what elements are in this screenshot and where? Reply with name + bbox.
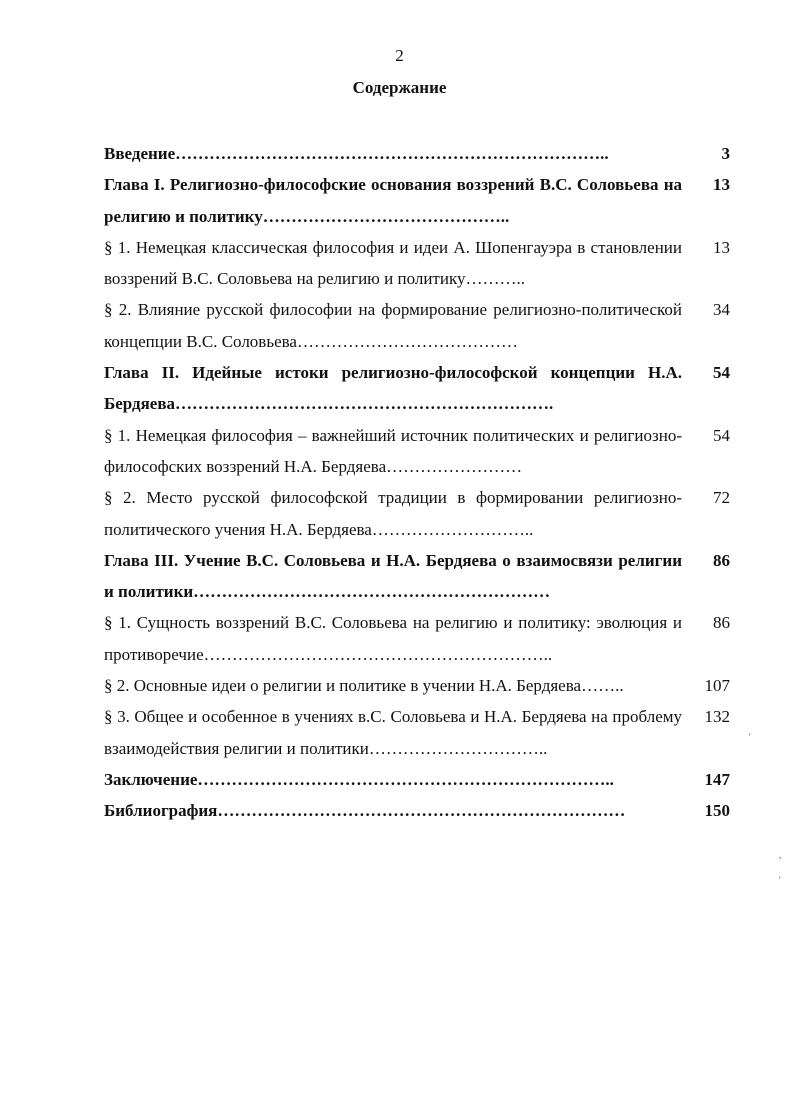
table-of-contents: [104, 138, 730, 827]
toc-entry-page: 107: [704, 676, 730, 696]
toc-entry-title: Библиография………………………………………………………………: [104, 801, 626, 821]
toc-entry-title: Заключение………………………………………………………………..: [104, 769, 614, 789]
toc-entry-page: 34: [713, 300, 730, 320]
toc-entry-page: 147: [704, 769, 730, 789]
toc-entry-page: 54: [713, 425, 730, 445]
scan-mark: ': [779, 875, 781, 885]
toc-entry-chapter-3: [104, 545, 730, 608]
toc-entry-page: 86: [713, 613, 730, 633]
toc-entry-page: 3: [721, 144, 730, 163]
toc-entry-page: 13: [713, 175, 730, 195]
toc-entry-page: 150: [704, 801, 730, 821]
toc-entry-chapter-3-section-2: [104, 670, 730, 701]
toc-entry-page: 13: [713, 237, 730, 257]
toc-entry-chapter-2-section-1: [104, 420, 730, 483]
toc-entry-chapter-1-section-2: [104, 294, 730, 357]
toc-entry-title: § 2. Влияние русской философии на формирование религиозно-политической концепции В.С. Соловьева…………………………………: [104, 300, 682, 351]
toc-entry-chapter-1-section-1: [104, 232, 730, 295]
toc-entry-title: Глава II. Идейные истоки религиозно-философской концепции Н.А. Бердяева………………………………………………………….: [104, 363, 682, 414]
toc-entry-chapter-2-section-2: [104, 482, 730, 545]
toc-entry-title: § 2. Место русской философской традиции в формировании религиозно-политического учения Н.А. Бердяева………………………..: [104, 488, 682, 539]
scan-mark: ': [749, 732, 751, 742]
toc-entry-page: 72: [713, 488, 730, 508]
toc-entry-title: § 1. Немецкая классическая философия и идеи А. Шопенгауэра в становлении воззрений В.С. Соловьева на религию и политику………..: [104, 237, 682, 289]
toc-entry-chapter-3-section-3: [104, 701, 730, 764]
toc-entry-title: Введение…………………………………………………………………..: [104, 144, 609, 163]
toc-heading: Содержание: [352, 78, 447, 97]
toc-entry-chapter-2: [104, 357, 730, 420]
toc-entry-page: 86: [713, 550, 730, 570]
toc-entry-title: Глава III. Учение В.С. Соловьева и Н.А. Бердяева о взаимосвязи религии и политики………………………………………………………: [104, 550, 682, 602]
toc-entry-bibliography: [104, 795, 730, 826]
toc-entry-title: § 1. Немецкая философия – важнейший источник политических и религиозно-философских воззрений Н.А. Бердяева……………………: [104, 425, 682, 476]
toc-entry-title: Глава I. Религиозно-философские основания воззрений В.С. Соловьева на религию и политику……………………………………..: [104, 175, 682, 226]
page-number: 2: [395, 46, 404, 65]
toc-entry-title: § 2. Основные идеи о религии и политике в учении Н.А. Бердяева……..: [104, 676, 624, 696]
toc-entry-page: 54: [713, 363, 730, 383]
toc-entry-title: § 1. Сущность воззрений В.С. Соловьева на религию и политику: эволюция и противоречие……………………………………………………..: [104, 613, 682, 664]
toc-entry-introduction: [104, 138, 730, 169]
scan-mark: ,: [779, 850, 782, 860]
toc-entry-page: 132: [704, 707, 730, 727]
toc-entry-chapter-1: [104, 169, 730, 232]
toc-entry-title: § 3. Общее и особенное в учениях в.С. Соловьева и Н.А. Бердяева на проблему взаимодействия религии и политики…………………………..: [104, 707, 682, 758]
toc-entry-chapter-3-section-1: [104, 607, 730, 670]
toc-entry-conclusion: [104, 764, 730, 795]
